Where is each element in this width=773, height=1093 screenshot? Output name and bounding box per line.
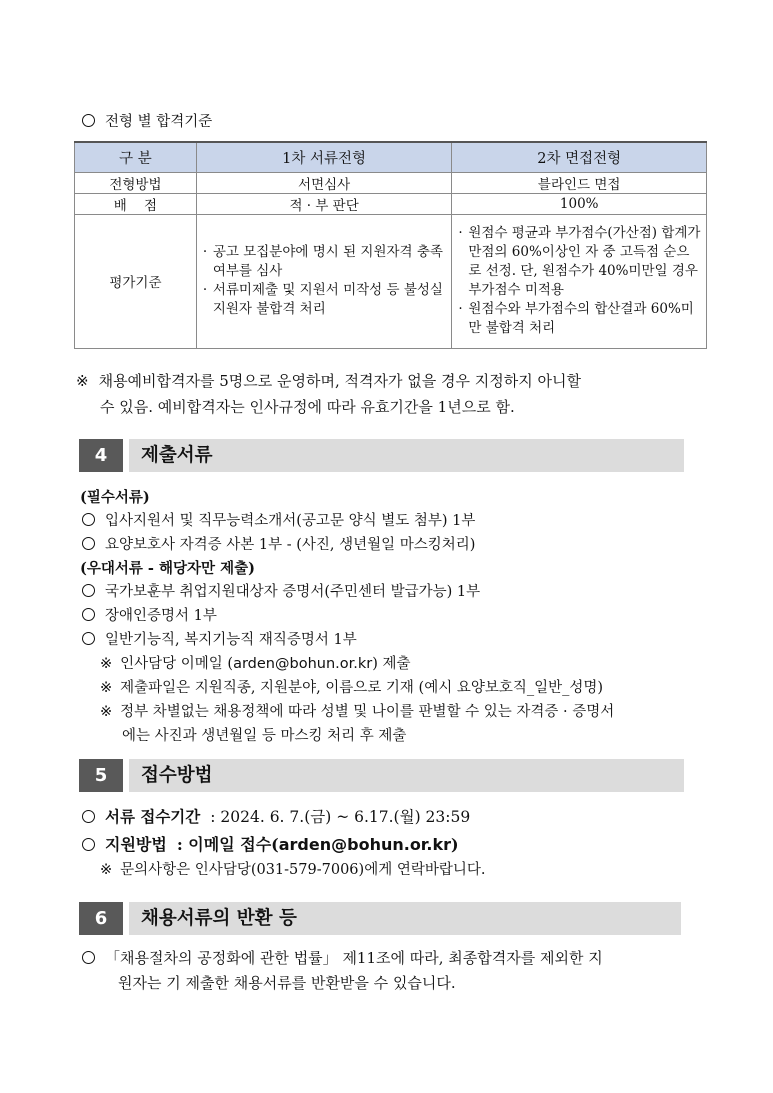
list-item: · 원점수와 부가점수의 합산결과 60%미만 불합격 처리 xyxy=(458,301,694,336)
reference-mark-icon: ※ xyxy=(76,372,89,390)
section-number: 6 xyxy=(79,902,123,935)
table-header-row xyxy=(75,142,707,172)
section-title: 접수방법 xyxy=(129,759,684,792)
table-row xyxy=(75,172,707,193)
row-label: 평가기준 xyxy=(75,214,197,348)
table-row xyxy=(75,214,707,348)
table-cell: 적 · 부 판단 xyxy=(196,193,452,214)
table-header-cell: 2차 면접전형 xyxy=(452,142,707,172)
reference-mark-icon: ※ xyxy=(100,680,113,696)
reserve-note-line2: 수 있음. 예비합격자는 인사규정에 따라 유효기간을 1년으로 함. xyxy=(100,398,515,416)
list-item: 입사지원서 및 직무능력소개서(공고문 양식 별도 첨부) 1부 xyxy=(82,509,475,530)
email-note: ※ 인사담당 이메일 (arden@bohun.or.kr) 제출 xyxy=(100,656,411,672)
inquiry-note: ※ 문의사항은 인사담당(031-579-7006)에게 연락바랍니다. xyxy=(100,862,486,878)
section-title: 제출서류 xyxy=(129,439,684,472)
list-item: · 공고 모집분야에 명시 된 지원자격 충족여부를 심사 xyxy=(202,244,443,279)
row-label: 전형방법 xyxy=(75,172,197,193)
table-header-cell: 구 분 xyxy=(75,142,197,172)
list-item: · 원점수 평균과 부가점수(가산점) 합계가 만점의 60%이상인 자 중 고득점 순으로 선정. 단, 원점수가 40%미만일 경우 부가점수 미적용 xyxy=(458,225,701,298)
circle-bullet-icon xyxy=(82,513,95,526)
circle-bullet-icon xyxy=(82,632,95,645)
circle-bullet-icon xyxy=(82,608,95,621)
eval-col1-cell xyxy=(196,214,452,348)
table-cell: 서면심사 xyxy=(196,172,452,193)
application-period: 서류 접수기간 : 2024. 6. 7.(금) ~ 6.17.(월) 23:59 xyxy=(82,805,470,827)
return-note-line2: 원자는 기 제출한 채용서류를 반환받을 수 있습니다. xyxy=(118,974,456,992)
eval-col2-cell xyxy=(452,214,707,348)
preferred-docs-label: (우대서류 - 해당자만 제출) xyxy=(80,560,255,577)
circle-bullet-icon xyxy=(82,951,95,964)
table-cell: 블라인드 면접 xyxy=(452,172,707,193)
table-header-cell: 1차 서류전형 xyxy=(196,142,452,172)
section-number: 4 xyxy=(79,439,123,472)
list-item: 일반기능직, 복지기능직 재직증명서 1부 xyxy=(82,628,357,649)
return-note-line1: 「채용절차의 공정화에 관한 법률」 제11조에 따라, 최종합격자를 제외한 지 xyxy=(82,947,603,968)
reserve-note-line1: ※ 채용예비합격자를 5명으로 운영하며, 적격자가 없을 경우 지정하지 아니할 xyxy=(76,372,581,390)
list-item: 국가보훈부 취업지원대상자 증명서(주민센터 발급가능) 1부 xyxy=(82,580,480,601)
circle-bullet-icon xyxy=(82,537,95,550)
criteria-heading: 전형 별 합격기준 xyxy=(82,110,212,131)
circle-bullet-icon xyxy=(82,838,95,851)
reference-mark-icon: ※ xyxy=(100,656,113,672)
criteria-table xyxy=(74,141,707,349)
application-method: 지원방법 : 이메일 접수(arden@bohun.or.kr) xyxy=(82,832,459,855)
list-item: 장애인증명서 1부 xyxy=(82,604,217,625)
section-number: 5 xyxy=(79,759,123,792)
table-row xyxy=(75,193,707,214)
table-cell: 100% xyxy=(452,193,707,214)
email-link[interactable]: arden@bohun.or.kr xyxy=(233,656,373,672)
reference-mark-icon: ※ xyxy=(100,704,113,720)
reference-mark-icon: ※ xyxy=(100,862,113,878)
masking-note-line2: 에는 사진과 생년월일 등 마스킹 처리 후 제출 xyxy=(122,728,407,744)
circle-bullet-icon xyxy=(82,114,95,127)
list-item: · 서류미제출 및 지원서 미작성 등 불성실 지원자 불합격 처리 xyxy=(202,282,443,317)
required-docs-label: (필수서류) xyxy=(80,489,150,506)
filename-note: ※ 제출파일은 지원직종, 지원분야, 이름으로 기재 (예시 요양보호직_일반_성명) xyxy=(100,680,604,696)
circle-bullet-icon xyxy=(82,584,95,597)
email-link[interactable]: arden@bohun.or.kr xyxy=(278,835,452,854)
section-title: 채용서류의 반환 등 xyxy=(129,902,681,935)
list-item: 요양보호사 자격증 사본 1부 - (사진, 생년월일 마스킹처리) xyxy=(82,533,475,554)
circle-bullet-icon xyxy=(82,810,95,823)
masking-note-line1: ※ 정부 차별없는 채용정책에 따라 성별 및 나이를 판별할 수 있는 자격증 · 증명서 xyxy=(100,704,615,720)
row-label: 배 점 xyxy=(75,193,197,214)
